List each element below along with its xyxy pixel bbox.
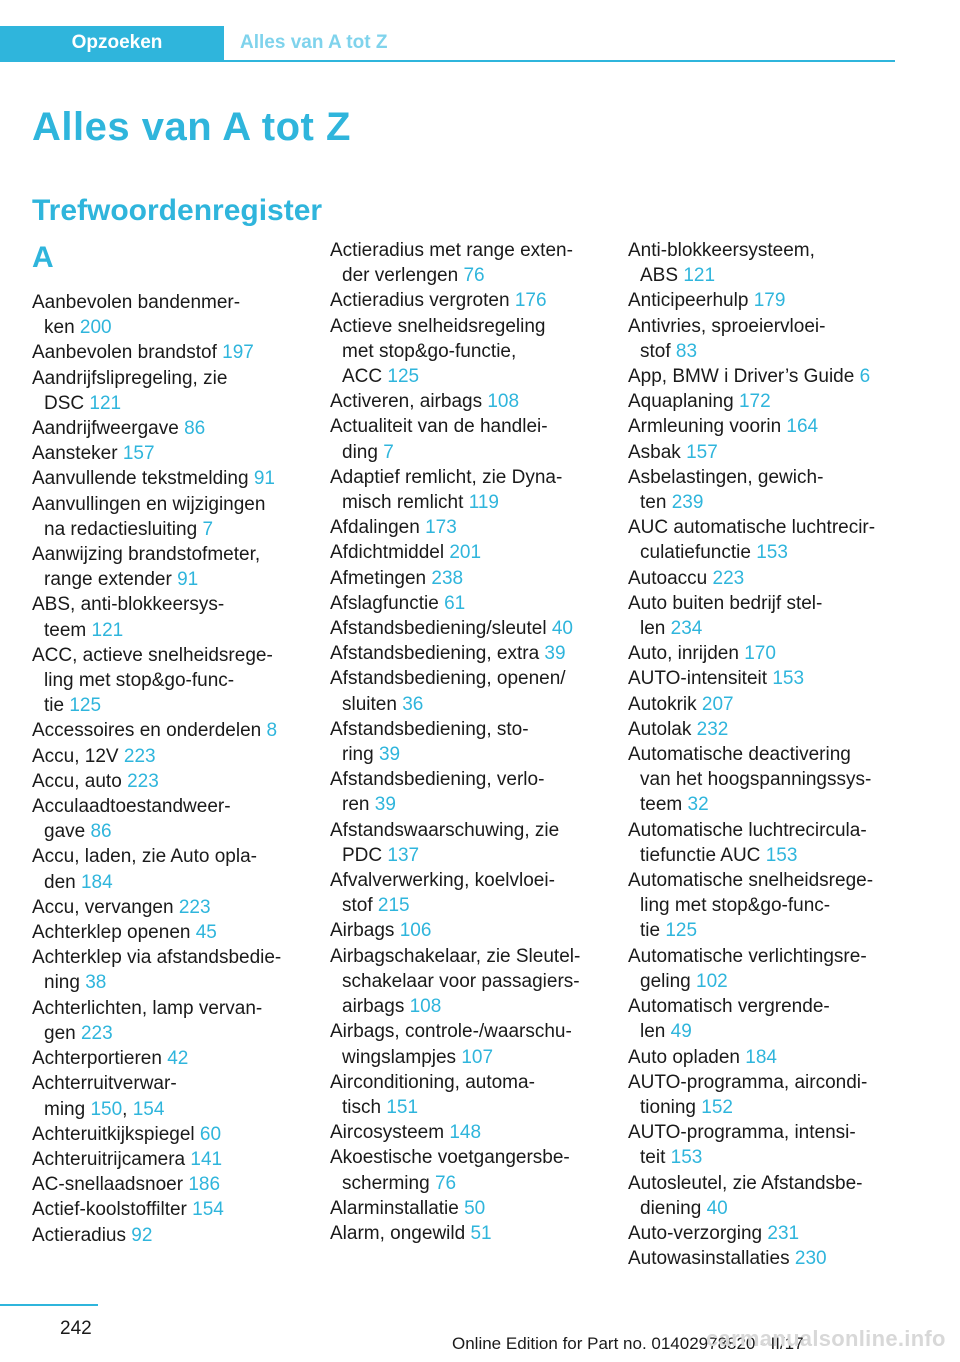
index-entry-text: Afstandsbediening, sto- (330, 718, 529, 740)
index-entry-text: tioning (640, 1096, 696, 1118)
page-ref-link[interactable]: 8 (266, 720, 278, 742)
index-entry-text: met stop&go-functie, (342, 340, 517, 362)
top-bar (0, 0, 960, 62)
index-entry (628, 414, 903, 439)
index-entry-text: Actief-koolstoffilter (32, 1199, 187, 1221)
page-title: Alles van A tot Z (32, 105, 351, 149)
index-entry-text: Actieve snelheidsregeling (330, 315, 546, 337)
index-entry (32, 945, 307, 995)
page-ref-link[interactable]: 61 (444, 592, 466, 614)
index-entry (32, 844, 307, 894)
page-ref-link[interactable]: 176 (514, 290, 547, 312)
page-ref-link[interactable]: 223 (712, 567, 745, 589)
page-ref-link[interactable]: 153 (756, 542, 788, 564)
index-entry-text: wingslampjes (342, 1046, 457, 1068)
index-entry-text: ABS, anti-blokkeersys- (32, 594, 225, 616)
index-entry-text: Akoestische voetgangersbe- (330, 1147, 570, 1169)
page-ref-link[interactable]: 148 (449, 1122, 482, 1144)
index-entry-text: ring (342, 744, 374, 766)
header-divider (0, 60, 895, 62)
index-entry-text: sluiten (342, 693, 397, 715)
page-ref-link[interactable]: 173 (425, 517, 457, 539)
page-ref-link[interactable]: 119 (468, 492, 499, 514)
index-entry-text: Aircosysteem (330, 1122, 445, 1144)
index-entry (628, 591, 903, 641)
index-entry (32, 466, 307, 491)
index-entry-text: DSC (44, 392, 85, 414)
index-entry-text: Armleuning voorin (628, 416, 782, 438)
page-ref-link[interactable]: 45 (195, 922, 217, 944)
page-ref-link[interactable]: 150 (90, 1098, 123, 1120)
index-entry-text: Acculaadtoestandweer- (32, 796, 231, 818)
page-ref-link[interactable]: 184 (745, 1046, 777, 1068)
index-entry (32, 492, 307, 542)
index-entry-text: Activeren, airbags (330, 391, 483, 413)
index-entry (32, 340, 307, 365)
page-ref-link[interactable]: 6 (859, 366, 871, 388)
page-number: 242 (60, 1318, 92, 1339)
index-column-3 (628, 238, 903, 1271)
index-entry-text: Achterlichten, lamp vervan- (32, 997, 263, 1019)
index-entry-text: Achterklep via afstandsbedie- (32, 947, 282, 969)
index-entry-text: Actieradius (32, 1224, 126, 1246)
index-entry-text: tie (44, 695, 65, 717)
page-ref-link[interactable]: 125 (387, 366, 420, 388)
index-entry (330, 314, 605, 390)
index-entry (628, 566, 903, 591)
page-ref-link[interactable]: 108 (409, 996, 442, 1018)
index-entry (32, 895, 307, 920)
index-entry (330, 717, 605, 767)
index-entry-text: Accu, vervangen (32, 896, 174, 918)
index-entry-text: Airbags (330, 920, 395, 942)
page-ref-link[interactable]: 91 (177, 569, 199, 591)
index-entry-text: ACC, actieve snelheidsrege- (32, 644, 273, 666)
index-entry (330, 540, 605, 565)
index-entry (32, 1122, 307, 1147)
index-entry (628, 944, 903, 994)
index-entry-text: Autokrik (628, 693, 697, 715)
page-ref-link[interactable]: 51 (470, 1222, 492, 1244)
index-entry-text: Afmetingen (330, 567, 427, 589)
page-ref-link[interactable]: 170 (744, 643, 776, 665)
page-ref-link[interactable]: 7 (202, 518, 214, 540)
page-ref-link[interactable]: 172 (738, 391, 771, 413)
index-entry (628, 666, 903, 691)
page-ref-link[interactable]: 107 (461, 1046, 494, 1068)
index-entry (330, 238, 605, 288)
index-entry-text: ACC (342, 366, 383, 388)
page-ref-link[interactable]: 39 (378, 744, 401, 766)
page-ref-link[interactable]: 141 (190, 1148, 223, 1170)
page-ref-link[interactable]: 39 (544, 643, 566, 665)
index-entry (330, 1019, 605, 1069)
index-entry-text: Afstandsbediening, verlo- (330, 769, 545, 791)
index-entry-text: tisch (342, 1096, 382, 1118)
page-ref-link[interactable]: 102 (696, 970, 728, 992)
index-entry (330, 767, 605, 817)
index-entry (628, 692, 903, 717)
index-entry-text: der verlengen (342, 265, 459, 287)
index-entry-text: Actieradius met range exten- (330, 240, 573, 261)
page-ref-link[interactable]: 201 (449, 542, 482, 564)
index-entry (628, 364, 903, 389)
index-entry-text: airbags (342, 996, 405, 1018)
page-ref-link[interactable]: 50 (464, 1197, 486, 1219)
page-ref-link[interactable]: 230 (794, 1248, 827, 1270)
index-entry-text: AUTO-programma, aircondi- (628, 1071, 868, 1093)
index-entry-text: Adaptief remlicht, zie Dyna- (330, 466, 563, 488)
index-entry (330, 515, 605, 540)
index-entry-text: Aanbevolen brandstof (32, 342, 217, 364)
index-column-1 (32, 238, 307, 1248)
index-entry-text: ten (640, 492, 667, 514)
index-entry (628, 1070, 903, 1120)
index-entry (330, 288, 605, 313)
index-entry (628, 641, 903, 666)
page-ref-link[interactable]: 234 (670, 618, 703, 640)
index-subtitle: Trefwoordenregister (32, 194, 323, 227)
index-entry-text: Aquaplaning (628, 391, 734, 413)
index-entry-text: Afslagfunctie (330, 592, 439, 614)
index-entry-text: gave (44, 821, 86, 843)
page-ref-link[interactable]: 49 (670, 1021, 692, 1043)
footer-divider (0, 1304, 98, 1306)
index-entry-text: Achteruitkijkspiegel (32, 1123, 195, 1145)
page-ref-link[interactable]: 215 (377, 895, 410, 917)
index-entry (32, 794, 307, 844)
index-column-2 (330, 238, 605, 1246)
index-entry (330, 414, 605, 464)
index-entry-text: tiefunctie AUC (640, 844, 761, 866)
page-ref-link[interactable]: 154 (132, 1098, 165, 1120)
index-entry-text: AUTO-programma, intensi- (628, 1122, 856, 1144)
index-entry-text: Afdichtmiddel (330, 542, 445, 564)
index-entry-text: Auto buiten bedrijf stel- (628, 592, 823, 614)
index-entry (32, 996, 307, 1046)
page-ref-link[interactable]: 223 (123, 745, 156, 767)
index-entry-text: ming (44, 1098, 86, 1120)
index-entry-text: Achterklep openen (32, 922, 191, 944)
index-entry-text: Airbags, controle-/waarschu- (330, 1021, 572, 1043)
page-ref-link[interactable]: 106 (399, 920, 432, 942)
index-entry-text: van het hoogspanningssys- (640, 769, 872, 791)
index-entry (330, 566, 605, 591)
index-entry-text: na redactiesluiting (44, 518, 198, 540)
page-ref-link[interactable]: 42 (167, 1048, 189, 1070)
index-entry: Achterruitverwar- ming 150, 154 (32, 1073, 177, 1120)
index-entry (628, 440, 903, 465)
index-entry (330, 666, 605, 716)
page-ref-link[interactable]: 223 (127, 770, 159, 792)
index-entry-text: Aandrijfweergave (32, 418, 179, 440)
index-entry-text: Automatisch vergrende- (628, 996, 830, 1018)
index-entries (32, 290, 307, 1248)
index-entry-text: Autoaccu (628, 567, 708, 589)
index-entry (628, 868, 903, 944)
index-entry-text: den (44, 871, 76, 893)
page-ref-link[interactable]: 92 (131, 1224, 153, 1246)
index-entries (628, 238, 903, 1271)
index-entry-text: Automatische luchtrecircula- (628, 819, 867, 841)
index-entry (330, 465, 605, 515)
page-ref-link[interactable]: 179 (753, 290, 786, 312)
page-ref-link[interactable]: 164 (786, 416, 819, 438)
index-entry-text: teit (640, 1147, 666, 1169)
index-entry (330, 641, 605, 666)
index-entry-text: Accu, laden, zie Auto opla- (32, 846, 257, 868)
index-entry-text: Airbagschakelaar, zie Sleutel- (330, 945, 581, 967)
page-ref-link[interactable]: 40 (706, 1197, 728, 1219)
index-entry (628, 742, 903, 818)
page-ref-link[interactable]: 83 (675, 340, 698, 362)
page-ref-link[interactable]: 200 (79, 317, 112, 339)
page-ref-link[interactable]: 137 (387, 844, 420, 866)
index-entry (32, 542, 307, 592)
index-entry-text: Afvalverwerking, koelvloei- (330, 870, 555, 892)
index-entry (32, 920, 307, 945)
index-entry-text: Aanvullingen en wijzigingen (32, 493, 266, 515)
index-entry-text: Afstandsbediening, extra (330, 643, 540, 665)
index-entry-text: Accu, 12V (32, 745, 119, 767)
index-entry (32, 290, 307, 340)
page-ref-link[interactable]: 40 (551, 618, 573, 640)
index-entry-text: stof (342, 895, 373, 917)
index-entry (628, 238, 903, 288)
index-entry (628, 389, 903, 414)
page-ref-link[interactable]: 38 (85, 972, 107, 994)
index-entry (330, 1070, 605, 1120)
index-entry-text: ken (44, 317, 75, 339)
index-entry-text: Aandrijfslipregeling, zie (32, 367, 228, 389)
index-entry (32, 1197, 307, 1222)
section-tab-opzoeken[interactable]: Opzoeken (0, 26, 224, 60)
index-entry-text: Alarminstallatie (330, 1197, 459, 1219)
index-entry (330, 616, 605, 641)
index-entry-text: AUC automatische luchtrecir- (628, 517, 876, 539)
index-letter-heading: A (32, 241, 54, 274)
index-entry (32, 366, 307, 416)
page-ref-link[interactable]: 60 (199, 1123, 222, 1145)
index-entry-text: Autosleutel, zie Afstandsbe- (628, 1172, 863, 1194)
index-entry-text: len (640, 618, 666, 640)
index-entry (330, 591, 605, 616)
page-ref-link[interactable]: 186 (188, 1174, 221, 1196)
index-entry (32, 744, 307, 769)
page-ref-link[interactable]: 76 (463, 265, 485, 287)
index-entry-text: Aansteker (32, 443, 118, 465)
index-entry (330, 1120, 605, 1145)
index-entry (330, 944, 605, 1020)
index-entry-text: Afstandsbediening, openen/ (330, 668, 566, 690)
index-entry (628, 818, 903, 868)
index-entry-text: schakelaar voor passagiers- (342, 970, 580, 992)
index-entry (32, 441, 307, 466)
index-entry-text: scherming (342, 1172, 430, 1194)
index-entry (32, 1147, 307, 1172)
index-entry-text: Asbelastingen, gewich- (628, 466, 824, 488)
edition-note: Online Edition for Part no. 01402978820 - II/17 (452, 1334, 804, 1353)
index-entry (628, 465, 903, 515)
index-entry-text: misch remlicht (342, 492, 464, 514)
page-ref-link[interactable]: 239 (671, 492, 704, 514)
index-entry (330, 1145, 605, 1195)
page-ref-link[interactable]: 153 (772, 668, 805, 690)
page-ref-link[interactable]: 223 (80, 1022, 113, 1044)
index-entry (32, 416, 307, 441)
page-ref-link[interactable]: 7 (383, 441, 394, 463)
index-entry (32, 643, 307, 719)
index-entry-text: Autolak (628, 718, 692, 740)
index-entry-text: Afstandsbediening/sleutel (330, 618, 547, 640)
page-ref-link[interactable]: 39 (374, 794, 396, 816)
page-ref-link[interactable]: 76 (434, 1172, 457, 1194)
index-entry-text: Automatische verlichtingsre- (628, 945, 867, 967)
index-entry (330, 868, 605, 918)
index-entry (330, 389, 605, 414)
index-entry (628, 1171, 903, 1221)
index-entry (628, 1120, 903, 1170)
index-entry-text: PDC (342, 844, 383, 866)
index-entry-text: teem (640, 794, 683, 816)
page-ref-link[interactable]: 108 (487, 391, 520, 413)
index-entry-text: geling (640, 970, 691, 992)
page-ref-link[interactable]: 223 (178, 896, 211, 918)
index-entry (628, 994, 903, 1044)
index-entries (330, 238, 605, 1246)
index-entry-text: len (640, 1021, 666, 1043)
index-entry-text: Achterruitverwar- (32, 1073, 177, 1095)
index-entry-text: App, BMW i Driver’s Guide (628, 366, 855, 388)
index-entry-text: Asbak (628, 441, 681, 463)
index-entry-text: Accu, auto (32, 770, 122, 792)
index-entry-text: Autowasinstallaties (628, 1248, 790, 1270)
page-ref-link[interactable]: 184 (80, 871, 113, 893)
page-ref-link[interactable]: 238 (431, 567, 464, 589)
index-entry (628, 515, 903, 565)
page-ref-link[interactable]: 152 (701, 1096, 733, 1118)
index-entry (32, 718, 307, 743)
index-entry-text: Aanbevolen bandenmer- (32, 292, 241, 313)
page-ref-link[interactable]: 36 (402, 693, 424, 715)
index-entry-text: culatiefunctie (640, 542, 751, 564)
index-entry-text: Accessoires en onderdelen (32, 720, 262, 742)
index-entry (32, 1223, 307, 1248)
index-entry (628, 1045, 903, 1070)
index-entry-text: Actualiteit van de handlei- (330, 416, 548, 438)
index-entry (330, 1221, 605, 1246)
index-entry-text: ding (342, 441, 378, 463)
page-ref-link[interactable]: 121 (91, 619, 124, 641)
index-entry (32, 1046, 307, 1071)
page-ref-link[interactable]: 231 (767, 1222, 800, 1244)
index-entry (628, 1221, 903, 1246)
index-entry-text: Airconditioning, automa- (330, 1071, 535, 1093)
section-tab-alles-van-a-tot-z[interactable]: Alles van A tot Z (240, 32, 388, 53)
index-entry-text: Anti-blokkeersysteem, (628, 240, 815, 261)
page-ref-link[interactable]: 154 (192, 1199, 224, 1221)
index-entry (628, 288, 903, 313)
page-ref-link[interactable]: 86 (184, 418, 206, 440)
page-ref-link[interactable]: 157 (686, 441, 718, 463)
index-entry-text: Achteruitrijcamera (32, 1148, 186, 1170)
index-entry-text: Antivries, sproeiervloei- (628, 315, 826, 337)
index-entry (628, 717, 903, 742)
page-ref-link[interactable]: 91 (253, 468, 275, 490)
index-entry (330, 1196, 605, 1221)
index-entry-text: Auto opladen (628, 1046, 740, 1068)
index-entry (628, 1246, 903, 1271)
watermark-logo: carmanualsonline.info (706, 1326, 946, 1351)
index-entry-text: ABS (640, 265, 679, 287)
index-entry-text: Auto, inrijden (628, 643, 739, 665)
index-entry-text: Automatische deactivering (628, 744, 851, 766)
index-entry (32, 1172, 307, 1197)
index-entry-text: range extender (44, 569, 172, 591)
index-entry (32, 769, 307, 794)
index-entry-text: Afstandswaarschuwing, zie (330, 819, 560, 841)
index-entry-text: diening (640, 1197, 702, 1219)
page-ref-link[interactable]: 151 (386, 1096, 419, 1118)
index-entry (32, 592, 307, 642)
index-entry-text: Automatische snelheidsrege- (628, 870, 874, 892)
index-entry-text: stof (640, 340, 671, 362)
index-entry-text: AUTO-intensiteit (628, 668, 768, 690)
page-ref-link[interactable]: 207 (701, 693, 734, 715)
page-ref-link[interactable]: 153 (765, 844, 798, 866)
index-entry-text: Anticipeerhulp (628, 290, 749, 312)
index-entry-text: teem (44, 619, 87, 641)
page-ref-link[interactable]: 232 (696, 718, 729, 740)
index-entry (330, 818, 605, 868)
index-entry-text: tie (640, 920, 661, 942)
index-entry-text: Afdalingen (330, 517, 420, 539)
index-entry-text: Aanwijzing brandstofmeter, (32, 544, 261, 566)
index-entry-text: ling met stop&go-func- (640, 895, 831, 917)
index-entry-text: gen (44, 1022, 76, 1044)
page-ref-link[interactable]: 121 (89, 392, 122, 414)
index-entry-text: AC-snellaadsnoer (32, 1174, 184, 1196)
page-ref-link[interactable]: 197 (222, 342, 254, 364)
index-entry (330, 918, 605, 943)
page-ref-link[interactable]: 32 (687, 794, 709, 816)
index-entry-text: ning (44, 972, 80, 994)
index-entry-text: Achterportieren (32, 1048, 162, 1070)
page-ref-link[interactable]: 121 (683, 265, 716, 287)
index-entry-text: ling met stop&go-func- (44, 670, 235, 692)
page-ref-link[interactable]: 125 (665, 920, 698, 942)
page-ref-link[interactable]: 125 (69, 695, 102, 717)
index-entry (628, 314, 903, 364)
page-ref-link[interactable]: 157 (122, 443, 155, 465)
index-entry-text: Alarm, ongewild (330, 1222, 466, 1244)
index-entry-text: Actieradius vergroten (330, 290, 510, 312)
page-ref-link[interactable]: 153 (670, 1147, 703, 1169)
index-entry-text: Auto-verzorging (628, 1222, 763, 1244)
index-entry-text: ren (342, 794, 370, 816)
index-entry-text: Aanvullende tekstmelding (32, 468, 249, 490)
page-ref-link[interactable]: 86 (90, 821, 112, 843)
